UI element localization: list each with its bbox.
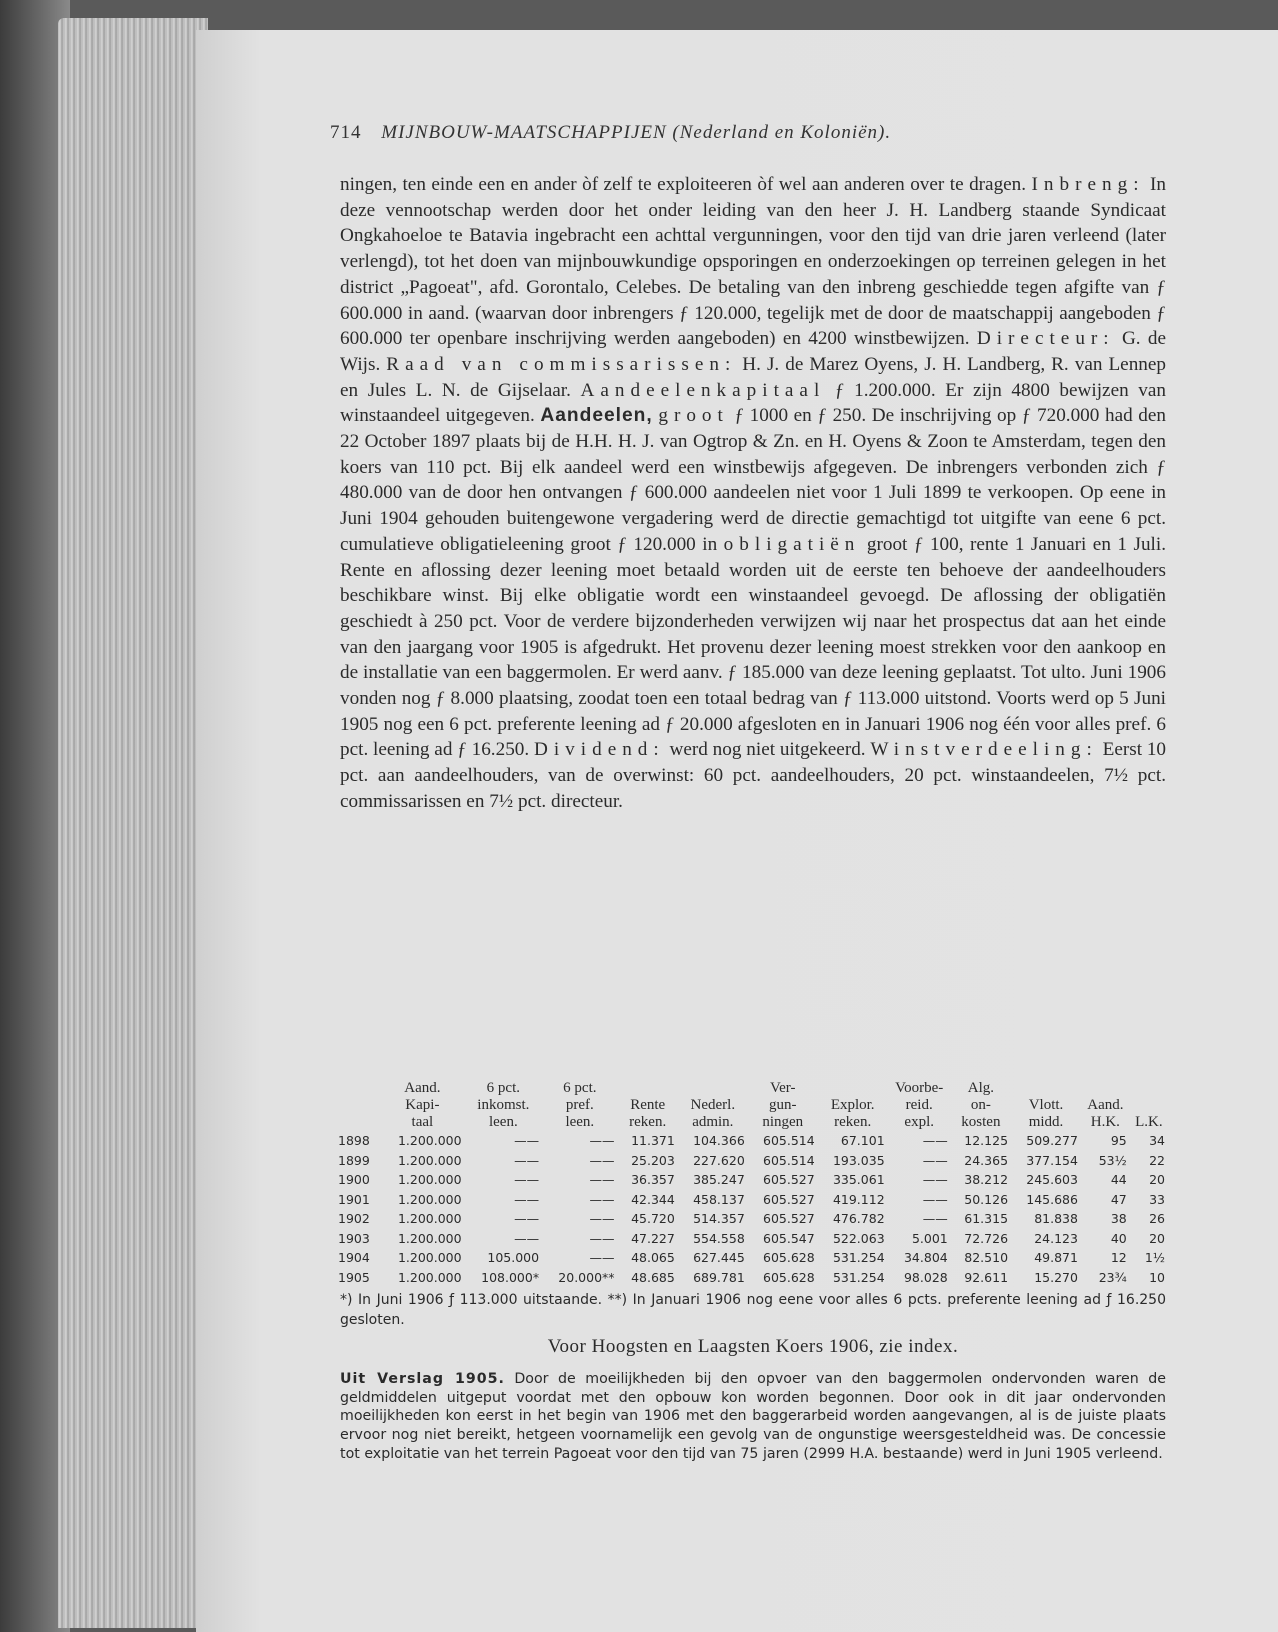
table-cell: 1.200.000 xyxy=(397,1250,462,1265)
table-cell: 12.125 xyxy=(964,1133,1009,1148)
column-header: Vlott. midd. xyxy=(1028,1097,1064,1130)
column-header: 6 pct. pref. leen. xyxy=(563,1080,597,1130)
table-cell: —— xyxy=(514,1133,540,1148)
text-segment: groot ƒ 100, rente 1 Januari en 1 Juli. Rente en aflossing dezer leening moet betaald worden uit de eerste ten behoeve der aandeelhouders beschikbare winst. Bij elke obligatie wordt een winstaandeel gevoegd. De aflossing der obligatiën geschiedt à 250 pct. Voor de verdere bijzonderheden verwijzen wij naar het prospectus dat aan het einde van den jaargang voor 1905 is afgedrukt. Het provenu dezer leening moest strekken voor den aankoop en de installatie van een baggermolen. Er werd aanv. ƒ 185.000 van deze leening geplaatst. Tot ulto. Juni 1906 vonden nog ƒ 8.000 plaatsing, zoodat toen een totaal bedrag van ƒ 113.000 uitstond. Voorts werd op 5 Juni 1905 nog een 6 pct. preferente leening ad ƒ 20.000 afgesloten en in Januari 1906 nog één voor alles pref. 6 pct. leening ad ƒ 16.250. xyxy=(340,533,1167,761)
table-cell: 26 xyxy=(1149,1211,1165,1226)
table-cell: 67.101 xyxy=(840,1133,885,1148)
table-row xyxy=(338,1151,1168,1171)
table-cell: 11.371 xyxy=(631,1133,675,1148)
table-cell: 10 xyxy=(1149,1269,1165,1285)
verslag-text: Door de moeilijkheden bij den opvoer van den baggermolen ondervonden waren de geldmiddelen uitgeput voordat met den opbouw kon worden begonnen. Door ook in dit jaar ondervonden moeilijkheden kon eerst in het begin van 1906 met den baggerarbeid worden aangevangen, al is de juiste plaats ervoor nog niet bereikt, hetgeen voornamelijk een gevolg van de ongunstige weersgesteldheid was. De concessie tot exploitatie van het terrein Pagoeat voor den tijd van 75 jaren (2999 H.A. bestaande) werd in Juni 1905 verleend. xyxy=(340,1371,1167,1462)
text-segment: ningen, ten einde een en ander òf zelf te exploiteeren òf wel aan anderen over te dragen. xyxy=(340,174,1032,195)
table-cell: —— xyxy=(922,1133,948,1148)
table-cell: 522.063 xyxy=(832,1230,885,1246)
company-description xyxy=(340,172,1166,815)
table-cell: 33 xyxy=(1149,1191,1165,1207)
table-row xyxy=(338,1209,1168,1229)
table-cell: 514.357 xyxy=(693,1211,745,1226)
year-cell: 1904 xyxy=(338,1250,370,1265)
table-cell: —— xyxy=(589,1133,615,1148)
table-cell: 38 xyxy=(1110,1211,1127,1226)
text-segment: ƒ 1000 en ƒ 250. De inschrijving op ƒ 720.000 had den 22 October 1897 plaats bij de H.H. H. J. van Ogtrop & Zn. en H. Oyens & Zoon te Amsterdam, tegen den koers van 110 pct. Bij elk aandeel werd een winstbewijs afgegeven. De inbrengers verbonden zich ƒ 480.000 van de door hen ontvangen ƒ 600.000 aandeelen niet voor 1 Juli 1899 te verkoopen. Op eene in Juni 1904 gehouden buitengewone vergadering werd de directie gemachtigd tot uitgifte van eene 6 pct. cumulatieve obligatieleening groot ƒ 120.000 in xyxy=(340,405,1166,555)
table-cell: 61.315 xyxy=(964,1211,1009,1226)
table-cell: —— xyxy=(589,1250,615,1265)
table-cell: 227.620 xyxy=(693,1152,745,1168)
text-segment: werd nog niet uitgekeerd. xyxy=(664,739,871,761)
table-cell: 419.112 xyxy=(832,1191,885,1207)
year-cell: 1902 xyxy=(338,1211,370,1226)
table-row xyxy=(338,1229,1168,1249)
table-cell: —— xyxy=(514,1172,540,1187)
aandeelen-label: Aandeelen, xyxy=(540,405,653,427)
table-cell: 45.720 xyxy=(631,1211,675,1226)
table-cell: 95 xyxy=(1110,1133,1127,1148)
table-cell: 554.558 xyxy=(693,1230,745,1246)
table-cell: 49.871 xyxy=(1034,1250,1078,1265)
table-row xyxy=(338,1190,1168,1210)
table-cell: 605.514 xyxy=(763,1152,815,1168)
table-cell: 605.514 xyxy=(763,1133,815,1148)
raad-label: Raad van commissarissen: xyxy=(386,353,737,375)
table-cell: 25.203 xyxy=(631,1152,675,1168)
table-cell: 23¾ xyxy=(1098,1269,1127,1285)
table-row xyxy=(338,1131,1168,1151)
table-cell: 12 xyxy=(1110,1250,1127,1265)
column-header: Alg. on- kosten xyxy=(961,1080,1001,1130)
table-cell: 1.200.000 xyxy=(397,1133,462,1148)
table-cell: 193.035 xyxy=(832,1152,885,1168)
table-cell: 1.200.000 xyxy=(397,1191,462,1207)
table-row xyxy=(338,1248,1168,1268)
table-cell: —— xyxy=(589,1230,615,1246)
year-cell: 1900 xyxy=(338,1172,370,1187)
table-cell: 1.200.000 xyxy=(397,1269,462,1285)
table-cell: 1.200.000 xyxy=(397,1211,462,1226)
table-cell: —— xyxy=(922,1191,948,1207)
table-cell: 20 xyxy=(1149,1230,1165,1246)
table-cell: —— xyxy=(514,1211,540,1226)
table-cell: 42.344 xyxy=(631,1191,675,1207)
table-cell: 458.137 xyxy=(693,1191,745,1207)
kapitaal-label: Aandeelenkapitaal xyxy=(580,379,826,401)
table-cell: 20.000** xyxy=(558,1269,615,1285)
column-header: L.K. xyxy=(1135,1114,1163,1130)
koers-note: Voor Hoogsten en Laagsten Koers 1906, zie index. xyxy=(547,1336,959,1357)
page-number: 714 xyxy=(330,122,362,143)
text-segment: Eerst 10 pct. aan aandeelhouders, van de overwinst: 60 pct. aandeelhouders, 20 pct. winstaandeelen, 7½ pct. commissarissen en 7½ pct. directeur. xyxy=(340,739,1167,812)
table-body xyxy=(338,1131,1168,1287)
table-cell: 105.000 xyxy=(487,1250,540,1265)
dividend-label: Dividend: xyxy=(533,739,665,761)
table-cell: 377.154 xyxy=(1026,1152,1078,1168)
balance-table-container xyxy=(338,1080,1168,1287)
table-cell: 5.001 xyxy=(911,1230,948,1246)
table-cell: 24.123 xyxy=(1034,1230,1078,1246)
column-header: Aand. H.K. xyxy=(1087,1097,1124,1130)
table-cell: 50.126 xyxy=(964,1191,1009,1207)
table-cell: 245.603 xyxy=(1026,1172,1078,1187)
table-cell: 476.782 xyxy=(832,1211,885,1226)
text-segment: H. J. de Marez Oyens, J. H. Landberg, R. van Lennep en Jules L. N. de Gijselaar. xyxy=(340,353,1166,401)
table-cell: 335.061 xyxy=(832,1172,885,1187)
table-cell: 53½ xyxy=(1098,1152,1127,1168)
column-header: Rente reken. xyxy=(629,1097,667,1130)
table-cell: 24.365 xyxy=(964,1152,1009,1168)
table-row xyxy=(338,1268,1168,1288)
table-cell: 92.611 xyxy=(964,1269,1009,1285)
table-cell: —— xyxy=(922,1211,948,1226)
text-segment: ƒ 1.200.000. Er zijn 4800 bewijzen van winstaandeel uitgegeven. xyxy=(340,379,1167,427)
page-title: MIJNBOUW-MAATSCHAPPIJEN (Nederland en Koloniën). xyxy=(381,122,892,143)
table-cell: 627.445 xyxy=(693,1250,745,1265)
table-cell: 34 xyxy=(1149,1133,1165,1148)
table-cell: 1.200.000 xyxy=(397,1230,462,1246)
table-cell: 1½ xyxy=(1144,1250,1165,1265)
inbreng-label: Inbreng: xyxy=(1031,174,1145,195)
table-cell: 509.277 xyxy=(1026,1133,1078,1148)
table-cell: 44 xyxy=(1110,1172,1127,1187)
year-cell: 1899 xyxy=(338,1152,370,1168)
table-cell: 47 xyxy=(1110,1191,1127,1207)
table-cell: 20 xyxy=(1149,1172,1165,1187)
table-cell: —— xyxy=(589,1152,615,1168)
column-header: Voorbe- reid. expl. xyxy=(895,1080,944,1130)
table-cell: 98.028 xyxy=(903,1269,948,1285)
groot-label: groot xyxy=(658,405,729,427)
table-cell: 40 xyxy=(1110,1230,1127,1246)
table-cell: 605.547 xyxy=(763,1230,815,1246)
annual-report-excerpt xyxy=(340,1370,1166,1464)
table-row xyxy=(338,1170,1168,1190)
table-cell: 531.254 xyxy=(832,1269,885,1285)
table-cell: —— xyxy=(922,1152,948,1168)
running-head xyxy=(330,122,1150,144)
table-cell: 15.270 xyxy=(1034,1269,1078,1285)
text-segment: G. de Wijs. xyxy=(340,328,1166,375)
column-header: Nederl. admin. xyxy=(690,1097,736,1130)
table-footnote: *) In Juni 1906 ƒ 113.000 uitstaande. **) In Januari 1906 nog eene voor alles 6 pcts. preferente leening ad ƒ 16.250 gesloten. xyxy=(340,1292,1166,1328)
year-cell: 1901 xyxy=(338,1191,370,1207)
table-cell: 531.254 xyxy=(832,1250,885,1265)
column-header xyxy=(338,1080,380,1131)
obligatien-label: obligatiën xyxy=(723,533,861,555)
text-segment: In deze vennootschap werden door het onder leiding van den heer J. H. Landberg staande Syndicaat Ongkahoeloe te Batavia ingebracht een achttal vergunningen, voor den tijd van drie jaren verleend (later verlengd), tot het doen van mijnbouwkundige opsporingen en onderzoekingen op terreinen gelegen in het district „Pagoeat", afd. Gorontalo, Celebes. De betaling van den inbreng geschiedde tegen afgifte van ƒ 600.000 in aand. (waarvan door inbrengers ƒ 120.000, tegelijk met de door de maatschappij aangeboden ƒ 600.000 ter openbare inschrijving werden aangeboden) en 4200 winstbewijzen. xyxy=(340,174,1166,350)
year-cell: 1903 xyxy=(338,1230,370,1246)
table-cell: 605.628 xyxy=(763,1269,815,1285)
table-cell: 108.000* xyxy=(481,1269,540,1285)
table-cell: 48.065 xyxy=(631,1250,675,1265)
table-cell: 1.200.000 xyxy=(397,1172,462,1187)
column-header: 6 pct. inkomst. leen. xyxy=(477,1080,530,1130)
winst-label: Winstverdeeling: xyxy=(870,739,1098,761)
directeur-label: Directeur: xyxy=(976,328,1115,350)
table-cell: 36.357 xyxy=(631,1172,675,1187)
table-cell: 385.247 xyxy=(693,1172,745,1187)
table-cell: —— xyxy=(922,1172,948,1187)
column-header: Explor. reken. xyxy=(830,1097,875,1130)
table-cell: 38.212 xyxy=(964,1172,1009,1187)
table-cell: 48.685 xyxy=(631,1269,675,1285)
year-cell: 1898 xyxy=(338,1133,370,1148)
year-cell: 1905 xyxy=(338,1269,370,1285)
table-cell: —— xyxy=(514,1191,540,1207)
column-header: Ver- gun- ningen xyxy=(762,1080,804,1130)
table-cell: 689.781 xyxy=(693,1269,745,1285)
table-cell: —— xyxy=(514,1230,540,1246)
table-cell: 72.726 xyxy=(964,1230,1009,1246)
table-cell: 81.838 xyxy=(1034,1211,1078,1226)
table-cell: 22 xyxy=(1149,1152,1165,1168)
table-cell: —— xyxy=(514,1152,540,1168)
table-cell: —— xyxy=(589,1191,615,1207)
table-cell: 605.527 xyxy=(763,1191,815,1207)
table-cell: 104.366 xyxy=(693,1133,745,1148)
page-edges xyxy=(58,18,208,1628)
table-cell: 82.510 xyxy=(964,1250,1009,1265)
balance-table xyxy=(338,1080,1168,1287)
table-cell: 605.628 xyxy=(763,1250,815,1265)
column-header: Aand. Kapi- taal xyxy=(404,1080,441,1130)
table-cell: —— xyxy=(589,1172,615,1187)
verslag-heading: Uit Verslag 1905. xyxy=(340,1371,505,1387)
table-header-row xyxy=(338,1080,1168,1131)
table-cell: —— xyxy=(589,1211,615,1226)
table-cell: 1.200.000 xyxy=(397,1152,462,1168)
table-cell: 47.227 xyxy=(631,1230,675,1246)
table-cell: 605.527 xyxy=(763,1211,815,1226)
table-cell: 145.686 xyxy=(1026,1191,1078,1207)
table-cell: 605.527 xyxy=(763,1172,815,1187)
table-cell: 34.804 xyxy=(903,1250,948,1265)
